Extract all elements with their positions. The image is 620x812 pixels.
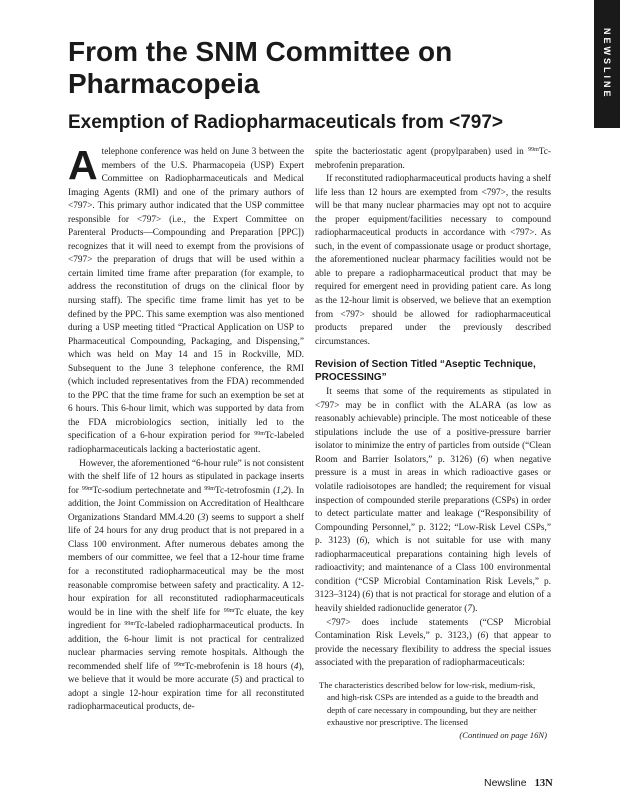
column-left (68, 142, 304, 715)
section-heading: Revision of Section Titled “Aseptic Technique, PROCESSING” (315, 359, 536, 384)
column-right (315, 146, 551, 742)
article-subtitle: Exemption of Radiopharmaceuticals from <797> (68, 112, 504, 133)
footer-section: Newsline (484, 777, 527, 789)
continued-note: (Continued on page 16N) (459, 729, 547, 740)
page-footer (484, 777, 553, 789)
page-title: From the SNM Committee on Pharmacopeia (68, 36, 453, 99)
paragraph: Atelephone conference was held on June 3 between the members of the U.S. Pharmacopeia (USP) Expert Committee on Radiopharmaceuticals and Medical Imaging Agents (RMI) and one of the primary authors of <797>. This primary author indicated that the USP committee responsible for <797> (i.e., the Expert Committee on Parenteral Products—Compounding and Preparation [PPC]) recognizes that it will need to exempt from the provisions of <797> the preparation of drugs that will be used within a certain limited time frame after preparation (for example, to address the reconstitution of drugs on the clinical floor by nursing staff). The specific time frame limit has yet to be defined by the PPC. This same exemption was also mentioned during a USP meeting titled “Practical Application on USP to Pharmaceutical Compounding, Packaging, and Dispensing,” which was held on May 14 and 15 in Rockville, MD. Subsequent to the June 3 telephone conference, the RMI (which included representatives from the FDA) recommended to the PPC that the time frame for such an exemption be set at 6 hours. This 6-hour limit, which was supported by data from the FDA microbiologics section, initially led to the specification of a 6-hour expiration period for $^{99m}$Tc-labeled radiopharmaceuticals lacking a bacteriostatic agent. (68, 142, 304, 456)
page-number: 13N (534, 778, 553, 789)
block-quote: The characteristics described below for low-risk, medium-risk, and high-risk CSPs are intended as a guide to the breadth and depth of care necessary in compounding, but they are neither exhaustive nor prescriptive. The licensed (319, 679, 539, 728)
paragraph: It seems that some of the requirements as stipulated in <797> may be in conflict with the ALARA (as low as reasonably achievable) principle. The most noticeable of these stipulations include the use of a positive-pressure barrier isolator to minimize the entry of particles from outside (“Clean Room and Barrier Isolators,” p. 3126) (6) when negative pressure is a must in areas in which radioactive gases or volatile radioisotopes are handled; the requirement for visual inspection of compounded sterile preparations (CSPs) in order to detect particulate matter and leakage (“Responsibility of Compounding Personnel,” p. 3122; “Low-Risk Level CSPs,” p. 3123) (6), which is not suitable for use with many radiopharmaceutical preparations containing high levels of radioactivity; and maintenance of a Class 100 environmental condition (“CSP Microbial Contamination Risk Levels,” p. 3123–3124) (6) that is not practical for storage and elution of a heavily shielded radionuclide generator (7). (315, 387, 551, 614)
paragraph: <797> does include statements (“CSP Microbial Contamination Risk Levels,” p. 3123,) (6) that appear to provide the necessary flexibility to address the special issues associated with the preparation of radiopharmaceuticals: (315, 617, 551, 669)
paragraph: However, the aforementioned “6-hour rule” is not consistent with the shelf life of 12 hours as stipulated in package inserts for $^{99m}$Tc-sodium pertechnetate and $^{99m}$Tc-tetrofosmin (1,2). In addition, the Joint Commission on Accreditation of Healthcare Organizations Standard MM.4.20 (3) seems to support a shelf life of 24 hours for any drug product that is not prepared in a Class 100 environment. After numerous debates among the members of our committee, we feel that a 12-hour time frame for a reconstituted radiopharmaceutical may be the most reasonable compromise between safety and practicality. A 12-hour expiration for all reconstituted radiopharmaceuticals would be in line with the shelf life for $^{99m}$Tc eluate, the key ingredient for $^{99m}$Tc-labeled radiopharmaceutical products. In addition, the 6-hour limit is not practical for centralized nuclear pharmacies serving remote hospitals. Although the recommended shelf life of $^{99m}$Tc-mebrofenin is 18 hours (4), we believe that it would be more accurate (5) and practical to adopt a single 12-hour expiration time for all reconstituted radiopharmaceutical products, de- (68, 458, 304, 713)
drop-cap: A (68, 142, 98, 188)
paragraph: spite the bacteriostatic agent (propylparaben) used in $^{99m}$Tc-mebrofenin preparation. (315, 147, 551, 171)
paragraph: If reconstituted radiopharmaceutical products having a shelf life less than 12 hours are exempted from <797>, the results will be that many nuclear pharmacies may opt not to acquire the proper equipment/facilities necessary to compound radiopharmaceutical products in accordance with <797>. As such, in the event of compassionate usage or product shortage, the aforementioned nuclear pharmacy facilities would not be able to prepare a radiopharmaceutical product that may be required for emergent need in providing patient care. As long as the 12-hour limit is observed, we believe that an exemption from <797> should be allowed for radiopharmaceutical products prepared under the previously described circumstances. (315, 174, 551, 347)
section-tab: NEWSLINE (594, 0, 620, 128)
